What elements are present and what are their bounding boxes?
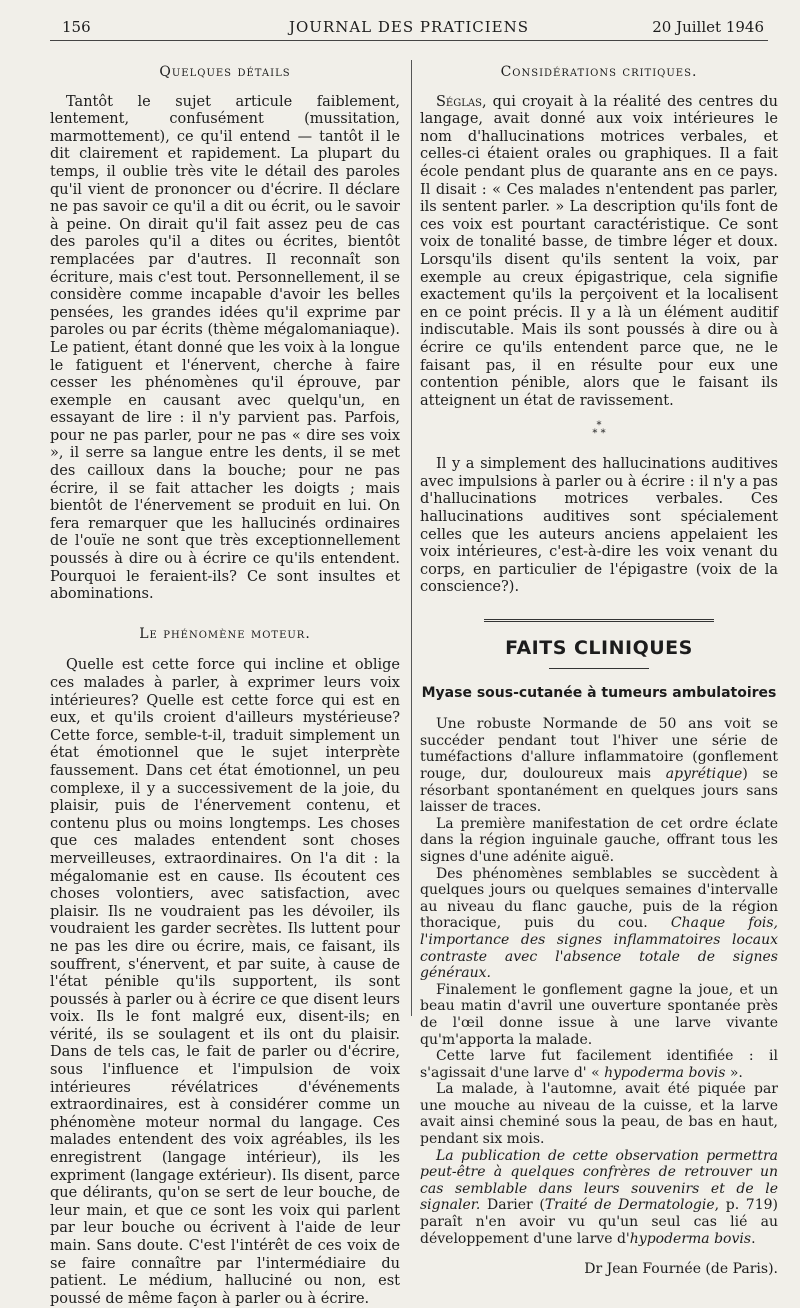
section-divider (484, 619, 714, 622)
title-underline (549, 668, 649, 669)
article-paragraph-4: Finalement le gonflement gagne la joue, et un beau matin d'avril une ouverture spontanée près de l'œil donne issue à une larve vivante qu'm'apporta la malade. (420, 981, 778, 1048)
section-heading-motor: Le phénomène moteur. (139, 625, 311, 642)
article-title: Myase sous-cutanée à tumeurs ambulatoires (421, 684, 777, 701)
section-heading-details: Quelques détails (159, 64, 291, 80)
left-column (50, 64, 400, 1308)
journal-title: JOURNAL DES PRATICIENS (288, 18, 530, 36)
emphasis-apyretique: apyrétique (665, 766, 743, 782)
article-paragraph-1: Une robuste Normande de 50 ans voit se succéder pendant tout l'hiver une série de tuméfactions d'allure inflammatoire (gonflement rouge, dur, douloureux mais apyrétique) se résorbant spontanément en quelques jours sans laisser de traces. (420, 716, 778, 816)
paragraph-conclusion: Il y a simplement des hallucinations auditives avec impulsions à parler ou à écrire : il n'y a pas d'hallucinations motrices verbales. Ces hallucinations auditives sont spécialement celles que les auteurs anciens appelaient les voix intérieures, c'est-à-dire les voix venant du corps, en particulier de l'épigastre (voix de la conscience?). (420, 456, 778, 596)
paragraph-critiques-text: , qui croyait à la réalité des centres du langage, avait donné aux voix intérieures le nom d'hallucinations motrices verbales, et celles-ci étaient orales ou graphiques. Il a fait école pendant plus de quarante ans en ce pays. Il disait : « Ces malades n'entendent pas parler, ils sentent parler. » La description qu'ils font de ces voix est pourtant caractéristique. Ce sont voix de tonalité basse, de timbre léger et doux. Lorsqu'ils disent qu'ils sentent la voix, par exemple au creux épigastrique, cela signifie exactement qu'ils la perçoivent et la localisent en ce point précis. Il y a là un élément auditif indiscutable. Mais ils sont poussés à dire ou à écrire ce qu'ils entendent parce que, ne le faisant pas, il en résulte pour eux une contention pénible, alors que le faisant ils atteignent un état de ravissement. (420, 93, 778, 409)
paragraph-critiques (420, 94, 778, 411)
article-paragraph-6: La malade, à l'automne, avait été piquée par une mouche au niveau de la cuisse, et la larve avait ainsi cheminé sous la peau, de bas en haut, pendant six mois. (420, 1081, 778, 1148)
asterism (420, 422, 778, 438)
paragraph-motor: Quelle est cette force qui incline et oblige ces malades à parler, à exprimer leurs voix intérieures? Quelle est cette force qui est en eux, et qu'ils croient d'ailleurs mystérieuse? Cette force, semble-t-il, traduit simplement un état émotionnel que le sujet interprète faussement. Dans cet état émotionnel, un peu complexe, il y a successivement de la joie, du plaisir, puis de l'énervement contenu, et contenu plus ou moins longtemps. Les choses que ces malades entendent sont choses merveilleuses, extraordinaires. On l'a dit : la mégalomanie est en cause. Ils écoutent ces choses volontiers, avec satisfaction, avec plaisir. Ils ne voudraient pas les dévoiler, ils voudraient les garder secrètes. Ils luttent pour ne pas les dire ou écrire, mais, ce faisant, ils souffrent, s'énervent, et par suite, à cause de l'état pénible qu'ils supportent, ils sont poussés à parler ou à écrire ce que disent leurs voix. Ils le font malgré eux, disent-ils; en vérité, ils se soulagent et ils ont du plaisir. Dans de tels cas, le fait de parler ou d'écrire, sous l'influence et l'impulsion de voix intérieures révélatrices d'événements extraordinaires, est à considérer comme un phénomène moteur normal du langage. Ces malades entendent des voix agréables, ils les enregistrent (langage intérieur), ils les expriment (langage extérieur). Ils disent, parce que délirants, qu'on se sert de leur bouche, de leur main, et que ce sont les voix qui parlent par leur bouche ou écrivent à l'aide de leur main. Sans doute. C'est l'intérêt de ces voix de se faire connaître par l'intermédiaire du patient. Le médium, halluciné ou non, est poussé de même façon à parler ou à écrire. (50, 657, 400, 1307)
emphasis-species: hypoderma bovis (604, 1064, 726, 1081)
asterism-top: * (596, 420, 602, 432)
column-separator (411, 60, 412, 1016)
author-name: Séglas (436, 93, 482, 110)
header-rule (50, 40, 768, 41)
article-paragraph-3: Des phénomènes semblables se succèdent à quelques jours ou quelques semaines d'intervalle au niveau du flanc gauche, puis de la région thoracique, puis du cou. Chaque fois, l'importance des signes inflammatoires locaux contraste avec l'absence totale de signes généraux. (420, 865, 779, 982)
paragraph-details: Tantôt le sujet articule faiblement, lentement, confusément (mussitation, marmottement), ce qu'il entend — tantôt il le dit clairement et rapidement. La plupart du temps, il oublie très vite le détail des paroles qu'il vient de prononcer ou d'écrire. Il déclare ne pas savoir ce qu'il a dit ou écrit, ou le savoir à peine. On dirait qu'il fait assez peu de cas des paroles qu'il a dites ou écrites, bientôt remplacées par d'autres. Il reconnaît son écriture, mais c'est tout. Personnellement, il se considère comme incapable d'avoir les belles pensées, les grandes idées qu'il exprime par paroles ou par écrits (thème mégalomaniaque). Le patient, étant donné que les voix à la longue le fatiguent et l'énervent, cherche à faire cesser les phénomènes qu'il éprouve, par exemple en causant avec quelqu'un, en essayant de lire : il n'y parvient pas. Parfois, pour ne pas parler, pour ne pas « dire ses voix », il serre sa langue entre les dents, il se met des cailloux dans la bouche; pour ne pas écrire, il se fait attacher les doigts ; mais bientôt de l'énervement se produit en lui. On fera remarquer que les hallucinés ordinaires de l'ouïe ne sont que très exceptionnellement poussés à dire ou à écrire ce qu'ils entendent. Pourquoi le feraient-ils? Ce sont insultes et abominations. (50, 93, 400, 603)
issue-date: 20 Juillet 1946 (652, 18, 764, 36)
section-heading-critiques: Considérations critiques. (500, 64, 698, 80)
article-body (420, 716, 778, 1278)
right-column (420, 64, 778, 1278)
article-paragraph-2: La première manifestation de cet ordre éclate dans la région inguinale gauche, offrant tous les signes d'une adénite aiguë. (420, 815, 778, 865)
section-title-faits-cliniques: FAITS CLINIQUES (505, 637, 693, 660)
page-header (50, 14, 768, 40)
page-number: 156 (62, 18, 91, 36)
author-signature: Dr Jean Fournée (de Paris). (584, 1261, 778, 1278)
emphasis-contrast: Chaque fois, l'importance des signes inflammatoires locaux contraste avec l'absence totale de signes généraux. (420, 915, 779, 982)
asterism-bottom: * * (592, 428, 606, 440)
article-paragraph-5: Cette larve fut facilement identifiée : il s'agissait d'une larve d' « hypoderma bovis ». (420, 1048, 778, 1081)
editorial-note: La publication de cette observation permettra peut-être à quelques confrères de retrouver un cas semblable dans leurs souvenirs et de le signaler. Darier (Traité de Dermatologie, p. 719) paraît n'en avoir vu qu'un seul cas lié au développement d'une larve d'hypoderma bovis. (420, 1147, 778, 1247)
